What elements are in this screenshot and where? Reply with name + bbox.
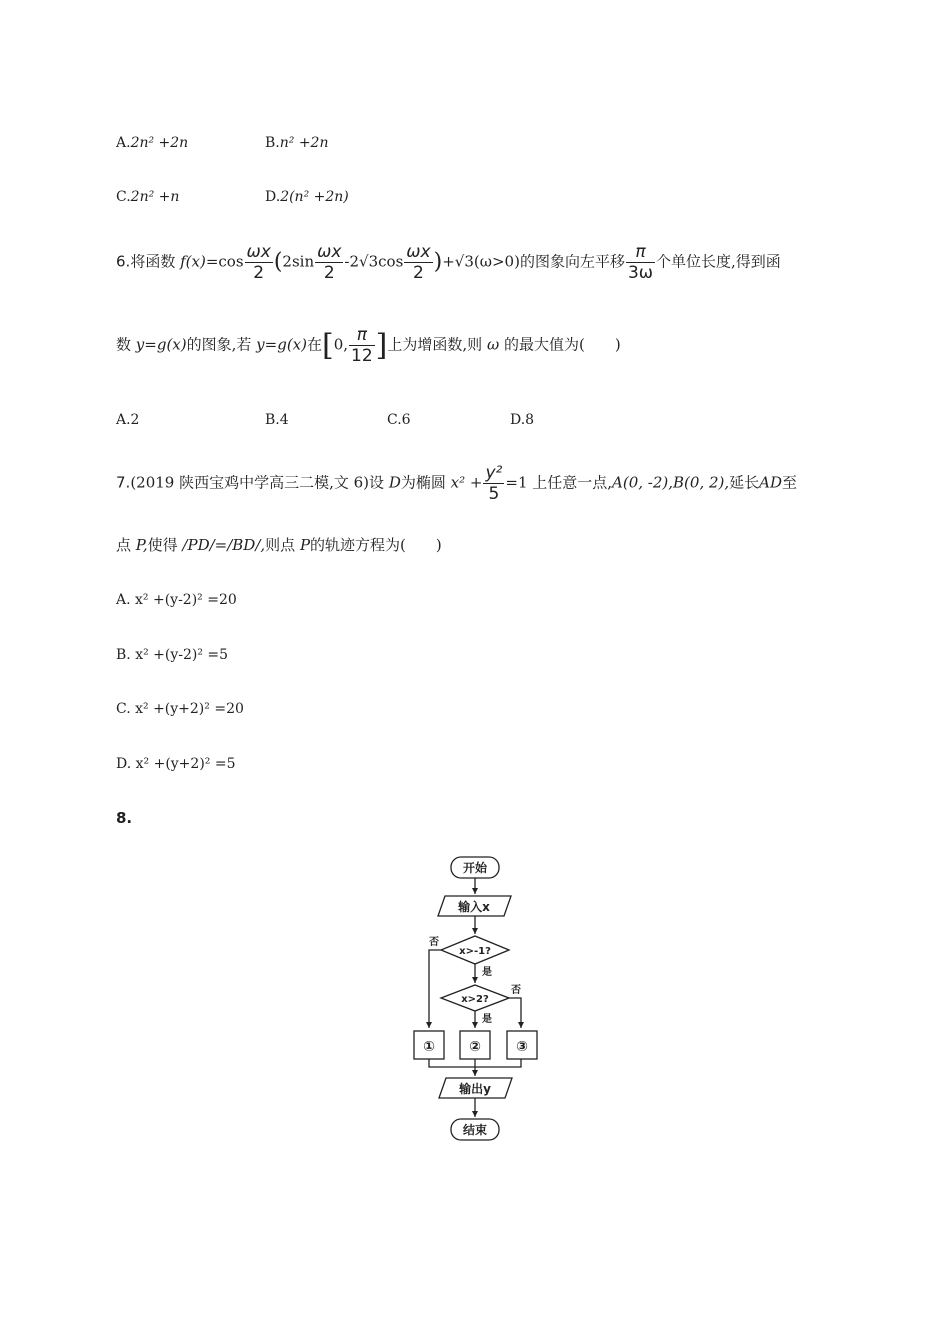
q6-option-a: A.2 — [116, 412, 140, 428]
math: -2 — [344, 252, 360, 271]
denominator: 5 — [488, 484, 500, 504]
option-label: C. — [116, 189, 131, 205]
fraction — [315, 242, 343, 283]
question-number: 6. — [116, 252, 131, 271]
option-text: n² +2n — [279, 135, 329, 151]
q7-option-c: C. x² +(y+2)² =20 — [116, 701, 244, 717]
denominator: 2 — [253, 263, 265, 283]
flow-yes2-label: 是 — [482, 1014, 492, 1025]
text: 个单位长度,得到函 — [656, 252, 781, 271]
text: 点 — [116, 536, 132, 554]
flowchart — [400, 850, 550, 1150]
numerator: ωx — [317, 242, 342, 262]
numerator: ωx — [246, 242, 271, 262]
text: 使得 — [147, 536, 178, 554]
math: y=g(x) — [135, 335, 187, 354]
fraction — [245, 242, 273, 283]
text: 为椭圆 — [400, 473, 446, 492]
q5-option-c — [116, 187, 179, 207]
fraction — [404, 242, 432, 283]
text: 设 — [369, 473, 385, 492]
q8-number: 8. — [116, 809, 133, 827]
right-paren: ) — [433, 249, 443, 275]
math: y=g(x) — [256, 335, 307, 354]
fraction — [483, 463, 504, 504]
text: 数 — [116, 335, 132, 354]
option-text: 2n² +n — [130, 189, 180, 205]
flow-no2-label: 否 — [511, 985, 521, 996]
fraction — [626, 242, 655, 283]
flow-output-label: 输出y — [459, 1082, 491, 1096]
flow-no1-label: 否 — [429, 937, 439, 948]
denominator: 3ω — [627, 263, 654, 283]
source-note: (2019 陕西宝鸡中学高三二模,文 6) — [130, 473, 370, 492]
q6-option-b: B.4 — [265, 412, 289, 428]
text: 则点 — [265, 536, 296, 554]
text: 将函数 — [130, 252, 176, 271]
q7-option-d: D. x² +(y+2)² =5 — [116, 756, 236, 772]
math: x² + — [450, 473, 483, 492]
q6-option-c: C.6 — [387, 412, 411, 428]
q7-option-a: A. x² +(y-2)² =20 — [116, 592, 237, 608]
math: =cos — [205, 252, 244, 271]
numerator: ωx — [406, 242, 431, 262]
numerator: y² — [485, 463, 503, 483]
right-bracket: ] — [375, 327, 388, 363]
left-bracket: [ — [322, 327, 334, 363]
flow-cond1-label: x>-1? — [459, 946, 491, 957]
q7-line2 — [116, 535, 442, 555]
text: 的图象,若 — [186, 335, 252, 354]
text: 上为增函数,则 — [387, 335, 483, 354]
flow-yes1-label: 是 — [482, 967, 492, 978]
denominator: 2 — [323, 263, 335, 283]
q5-option-a — [116, 133, 188, 153]
math: P, — [135, 536, 148, 554]
text: 的图象向左平移 — [519, 252, 625, 271]
numerator: π — [349, 325, 375, 346]
q7-option-b: B. x² +(y-2)² =5 — [116, 647, 229, 663]
math: A(0, -2), — [612, 473, 674, 492]
q5-option-d — [265, 187, 349, 207]
flow-cond2-label: x>2? — [461, 994, 489, 1005]
flow-input-label: 输入x — [458, 900, 490, 914]
math: √3 — [359, 252, 379, 271]
question-number: 7. — [116, 473, 131, 492]
math: + — [442, 252, 455, 271]
flow-box3-label: ③ — [516, 1039, 528, 1055]
q6-line2 — [116, 325, 621, 366]
option-label: B. — [265, 135, 280, 151]
denominator: 12 — [351, 346, 373, 366]
text: 延长 — [729, 473, 760, 492]
option-text: 2(n² +2n) — [280, 189, 349, 205]
math: AD — [759, 473, 783, 492]
text: 的最大值为( ) — [503, 335, 621, 354]
math: 0, — [333, 335, 349, 354]
numerator: π — [626, 242, 655, 263]
denominator: 2 — [413, 263, 424, 283]
math: (ω>0) — [473, 252, 520, 271]
text: =1 上任意一点, — [505, 473, 613, 492]
option-text: 2n² +2n — [130, 135, 189, 151]
flow-start-label: 开始 — [462, 861, 488, 875]
flow-end-label: 结束 — [462, 1123, 488, 1137]
q7-line1 — [116, 463, 797, 504]
left-paren: ( — [273, 249, 283, 275]
q5-option-b — [265, 133, 328, 153]
math: cos — [378, 252, 404, 271]
math: P — [299, 536, 311, 554]
flow-box1-label: ① — [423, 1039, 435, 1055]
text: 的轨迹方程为( ) — [310, 536, 442, 554]
text: 在 — [306, 335, 322, 354]
math: B(0, 2), — [673, 473, 730, 492]
q6-line1 — [116, 242, 781, 283]
option-label: A. — [116, 135, 131, 151]
math: √3 — [454, 252, 474, 271]
math: 2sin — [282, 252, 315, 271]
fraction — [349, 325, 375, 366]
math: f(x) — [180, 252, 206, 271]
math: ω — [486, 335, 500, 354]
flow-box2-label: ② — [469, 1039, 481, 1055]
math: /PD/=/BD/, — [182, 536, 266, 554]
math: D — [388, 473, 401, 492]
option-label: D. — [265, 189, 281, 205]
q6-option-d: D.8 — [510, 412, 535, 428]
text: 至 — [782, 473, 798, 492]
